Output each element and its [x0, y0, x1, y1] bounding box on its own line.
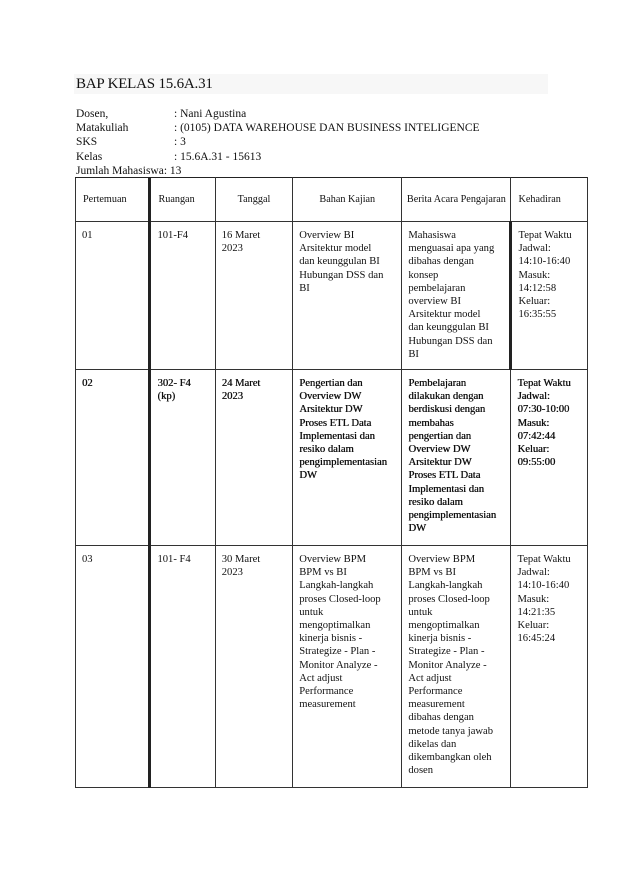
- cell-line: 16:45:24: [517, 633, 556, 645]
- info-value: : (0105) DATA WAREHOUSE DAN BUSINESS INTELIGENCE: [174, 122, 480, 135]
- table-row: [76, 546, 588, 788]
- cell-line: BPM vs BI: [299, 567, 347, 579]
- cell-line: Langkah-langkah: [408, 580, 483, 592]
- info-label: Matakuliah: [76, 122, 129, 135]
- cell-pertemuan: 02: [76, 370, 150, 546]
- cell-line: Tepat Waktu: [517, 554, 571, 565]
- cell-line: (kp): [157, 391, 176, 403]
- cell-line: Strategize - Plan -: [299, 646, 376, 658]
- cell-line: Pembelajaran: [408, 378, 466, 389]
- cell-line: resiko dalam: [299, 444, 354, 456]
- cell-line: kinerja bisnis -: [299, 633, 363, 645]
- cell-ruangan: [150, 222, 215, 370]
- cell-line: 07:42:44: [517, 430, 556, 442]
- cell-line: 16:35:55: [518, 309, 557, 321]
- cell-line: dibahas dengan: [408, 256, 474, 268]
- info-value: : Nani Agustina: [174, 108, 247, 120]
- header-bahan-kajian: Bahan Kajian: [293, 178, 402, 222]
- cell-ruangan: [150, 546, 215, 788]
- cell-line: Overview BI: [299, 230, 355, 241]
- cell-line: Arsitektur model: [408, 309, 481, 321]
- cell-line: pengimplementasian: [408, 510, 497, 522]
- cell-bahan-kajian: [293, 222, 402, 370]
- header-tanggal: Tanggal: [215, 178, 293, 222]
- cell-line: Overview BPM: [408, 554, 476, 565]
- info-value: : 15.6A.31 - 15613: [174, 150, 262, 163]
- cell-line: Tepat Waktu: [517, 378, 571, 389]
- cell-line: 30 Maret: [221, 554, 261, 565]
- cell-line: berdiskusi dengan: [408, 404, 486, 416]
- cell-line: 14:12:58: [518, 282, 557, 294]
- cell-line: proses Closed-loop: [408, 593, 490, 605]
- info-row-dosen: [76, 107, 480, 121]
- info-label: Dosen,: [76, 108, 109, 120]
- cell-line: metode tanya jawab: [408, 725, 494, 737]
- cell-pertemuan: 03: [76, 546, 150, 788]
- cell-line: dibahas dengan: [408, 712, 474, 724]
- cell-berita-acara: [402, 370, 511, 546]
- cell-line: 09:55:00: [517, 457, 556, 469]
- cell-line: 2023: [221, 243, 243, 255]
- cell-line: Keluar:: [517, 620, 550, 632]
- page-title: BAP KELAS 15.6A.31: [76, 76, 213, 92]
- cell-line: 101- F4: [157, 554, 191, 565]
- cell-line: Arsitektur model: [299, 243, 372, 255]
- cell-line: dan keunggulan BI: [408, 322, 489, 334]
- cell-line: Keluar:: [517, 444, 550, 456]
- table-body: [76, 222, 588, 788]
- cell-line: 2023: [221, 567, 243, 579]
- cell-line: membahas: [408, 417, 454, 429]
- cell-line: untuk: [299, 606, 324, 618]
- header-ruangan: Ruangan: [150, 178, 215, 222]
- cell-line: 24 Maret: [221, 378, 261, 389]
- cell-line: pengertian dan: [408, 430, 471, 442]
- cell-line: BPM vs BI: [408, 567, 457, 579]
- cell-line: Tepat Waktu: [518, 230, 572, 241]
- info-value: : 3: [174, 136, 186, 149]
- cell-line: kinerja bisnis -: [408, 633, 472, 645]
- info-label: Jumlah Mahasiswa: [76, 164, 164, 177]
- cell-line: Arsitektur DW: [408, 457, 472, 469]
- cell-kehadiran: [511, 546, 588, 788]
- cell-line: dosen: [408, 765, 434, 777]
- info-row-jumlah-mahasiswa: [76, 164, 480, 178]
- cell-line: dikelas dan: [408, 738, 457, 750]
- cell-line: Overview BPM: [299, 554, 367, 565]
- cell-line: Performance: [408, 686, 463, 698]
- info-label: Kelas: [76, 150, 103, 163]
- cell-line: Implementasi dan: [299, 430, 375, 442]
- cell-line: 14:10-16:40: [518, 256, 571, 268]
- table-row: [76, 222, 588, 370]
- cell-line: konsep: [408, 269, 439, 281]
- cell-tanggal: [215, 546, 293, 788]
- cell-berita-acara: [402, 222, 511, 370]
- cell-line: Arsitektur DW: [299, 404, 363, 416]
- cell-bahan-kajian: [293, 370, 402, 546]
- cell-line: untuk: [408, 606, 433, 618]
- cell-line: Langkah-langkah: [299, 580, 374, 592]
- cell-line: dilakukan dengan: [408, 391, 484, 403]
- cell-line: DW: [408, 523, 426, 535]
- cell-line: mengoptimalkan: [299, 620, 371, 632]
- cell-line: Proses ETL Data: [299, 417, 372, 429]
- cell-line: Masuk:: [518, 269, 551, 281]
- cell-line: pembelajaran: [408, 282, 466, 294]
- cell-line: Proses ETL Data: [408, 470, 481, 482]
- cell-line: Overview DW: [408, 444, 471, 456]
- cell-line: Mahasiswa: [408, 230, 457, 241]
- cell-line: Jadwal:: [517, 391, 550, 403]
- cell-line: BI: [299, 282, 310, 294]
- cell-line: Masuk:: [517, 593, 550, 605]
- info-row-matakuliah: [76, 121, 480, 135]
- cell-pertemuan: 01: [76, 222, 150, 370]
- cell-line: measurement: [299, 699, 356, 711]
- cell-line: Overview DW: [299, 391, 362, 403]
- cell-line: Monitor Analyze -: [299, 659, 378, 671]
- cell-line: Hubungan DSS dan: [299, 269, 384, 281]
- info-row-sks: [76, 135, 480, 149]
- cell-line: Implementasi dan: [408, 483, 484, 495]
- header-berita-acara: Berita Acara Pengajaran: [402, 178, 511, 222]
- cell-line: Jadwal:: [517, 567, 550, 579]
- header-kehadiran: Kehadiran: [511, 178, 588, 222]
- info-value: : 13: [163, 164, 182, 177]
- cell-line: Monitor Analyze -: [408, 659, 487, 671]
- cell-line: Hubungan DSS dan: [408, 335, 493, 347]
- cell-line: 16 Maret: [221, 230, 261, 241]
- cell-line: measurement: [408, 699, 465, 711]
- cell-line: Pengertian dan: [299, 378, 363, 389]
- table-row: [76, 370, 588, 546]
- cell-line: Strategize - Plan -: [408, 646, 485, 658]
- cell-bahan-kajian: [293, 546, 402, 788]
- cell-line: Act adjust: [299, 672, 343, 684]
- cell-line: Performance: [299, 686, 354, 698]
- cell-line: 101-F4: [157, 230, 189, 241]
- cell-line: Keluar:: [518, 296, 551, 308]
- cell-line: Jadwal:: [518, 243, 551, 255]
- cell-tanggal: [215, 222, 293, 370]
- cell-line: menguasai apa yang: [408, 243, 495, 255]
- info-label: SKS: [76, 136, 98, 149]
- bap-table: [75, 177, 588, 788]
- cell-kehadiran: [511, 222, 588, 370]
- cell-line: mengoptimalkan: [408, 620, 480, 632]
- cell-line: dan keunggulan BI: [299, 256, 380, 268]
- cell-line: Masuk:: [517, 417, 550, 429]
- table-header-row: [76, 178, 588, 222]
- cell-berita-acara: [402, 546, 511, 788]
- cell-line: overview BI: [408, 296, 462, 308]
- cell-line: 14:21:35: [517, 606, 556, 618]
- cell-line: 14:10-16:40: [517, 580, 570, 592]
- cell-line: resiko dalam: [408, 496, 463, 508]
- cell-line: proses Closed-loop: [299, 593, 381, 605]
- cell-kehadiran: [511, 370, 588, 546]
- cell-line: pengimplementasian: [299, 457, 387, 469]
- cell-line: DW: [299, 470, 317, 482]
- cell-tanggal: [215, 370, 293, 546]
- cell-line: 07:30-10:00: [517, 404, 570, 416]
- cell-line: Act adjust: [408, 672, 452, 684]
- cell-line: dikembangkan oleh: [408, 752, 492, 764]
- cell-line: BI: [408, 348, 419, 360]
- header-pertemuan: Pertemuan: [76, 178, 150, 222]
- cell-line: 2023: [221, 391, 243, 403]
- cell-ruangan: [150, 370, 215, 546]
- cell-line: 302- F4: [157, 378, 191, 389]
- info-row-kelas: [76, 150, 480, 164]
- course-info: [76, 107, 480, 178]
